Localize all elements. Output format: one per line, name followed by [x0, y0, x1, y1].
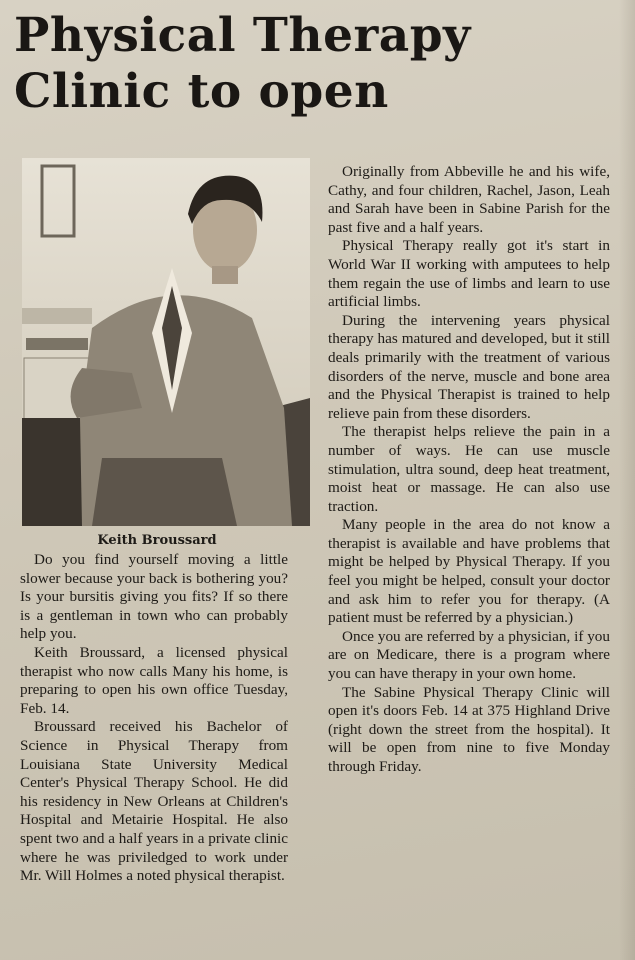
left-column: [20, 551, 288, 886]
page-edge-shadow: [619, 0, 635, 960]
photo-caption: Keith Broussard: [97, 533, 217, 548]
paragraph: Originally from Abbeville he and his wife, Cathy, and four children, Rachel, Jason, Leah and Sarah have been in Sabine Parish for the past five and a half years.: [328, 163, 610, 236]
paragraph: Once you are referred by a physician, if you are on Medicare, there is a program where you can have therapy in your own home.: [328, 627, 610, 683]
paragraph: Keith Broussard, a licensed physical therapist who now calls Many his home, is preparing to open his own office Tuesday, Feb. 14.: [20, 643, 288, 717]
paragraph: Do you find yourself moving a little slower because your back is bothering you? Is your bursitis giving you fits? If so there is a gentleman in town who can probably help you.: [20, 551, 288, 643]
headline: [14, 8, 574, 120]
paragraph: The Sabine Physical Therapy Clinic will open it's doors Feb. 14 at 375 Highland Drive (right down the street from the hospital). It will be open from nine to five Monday through Friday.: [328, 683, 610, 775]
headline-line-1: Physical Therapy: [14, 8, 471, 63]
headline-line-2: Clinic to open: [14, 64, 389, 119]
portrait-photo: [22, 158, 310, 526]
right-column: [328, 163, 610, 777]
paragraph: Broussard received his Bachelor of Science in Physical Therapy from Louisiana State University Medical Center's Physical Therapy School. He did his residency in New Orleans at Children's Hospital and Metairie Hospital. He also spent two and a half years in a private clinic where he was priviledged to work under Mr. Will Holmes a noted physical therapist.: [20, 718, 288, 885]
paragraph: During the intervening years physical therapy has matured and developed, but it still deals primarily with the treatment of various disorders of the nerve, muscle and bone area and the Physical Therapist is trained to help relieve pain from these disorders.: [328, 311, 610, 422]
portrait-illustration: [22, 158, 310, 526]
paragraph: Physical Therapy really got it's start in World War II working with amputees to help them regain the use of limbs and learn to use artificial limbs.: [328, 237, 610, 311]
paragraph: Many people in the area do not know a therapist is available and have problems that might be helped by Physical Therapy. If you feel you might be helped, consult your doctor and ask him to refer you for therapy. (A patient must be referred by a physician.): [328, 516, 610, 627]
paragraph: The therapist helps relieve the pain in a number of ways. He can use muscle stimulation, ultra sound, deep heat treatment, moist heat or massage. He can also use traction.: [328, 423, 610, 515]
